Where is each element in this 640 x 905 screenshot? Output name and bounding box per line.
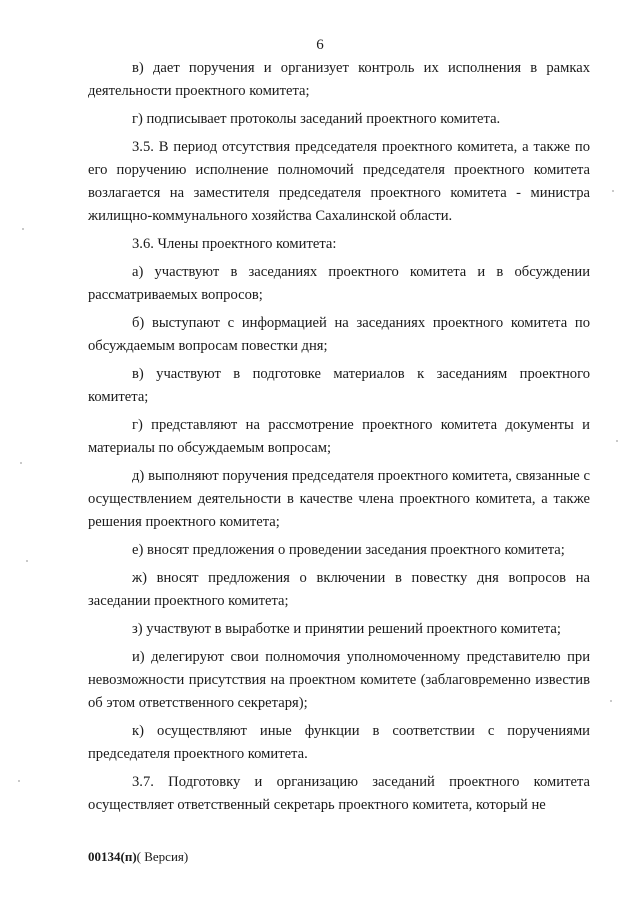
paragraph-3-4-v: в) дает поручения и организует контроль их исполнения в рамках деятельности проектного комитета; xyxy=(88,60,590,99)
paragraph-3-6: 3.6. Члены проектного комитета: xyxy=(132,236,337,252)
scan-speck xyxy=(26,560,28,562)
paragraph-3-6-d: д) выполняют поручения председателя проектного комитета, связанные с осуществлением деятельности в качестве члена проектного комитета, а также решения проектного комитета; xyxy=(88,468,590,530)
paragraph-3-6-e: е) вносят предложения о проведении заседания проектного комитета; xyxy=(132,542,565,558)
paragraph-3-6-v: в) участвуют в подготовке материалов к заседаниям проектного комитета; xyxy=(88,366,590,405)
document-body xyxy=(88,57,590,822)
document-footer xyxy=(88,849,188,865)
paragraph-3-5: 3.5. В период отсутствия председателя проектного комитета, а также по его поручению исполнение полномочий председателя проектного комитета возлагается на заместителя председателя проектного комитета - министра жилищно-коммунального хозяйства Сахалинской области. xyxy=(88,139,590,224)
paragraph-3-6-g: г) представляют на рассмотрение проектного комитета документы и материалы по обсуждаемым вопросам; xyxy=(88,417,590,456)
document-code: 00134(п) xyxy=(88,849,137,864)
page-number: 6 xyxy=(316,37,324,53)
paragraph-3-6-zh: ж) вносят предложения о включении в повестку дня вопросов на заседании проектного комитета; xyxy=(88,570,590,609)
paragraph-3-6-z: з) участвуют в выработке и принятии решений проектного комитета; xyxy=(132,621,561,637)
scan-speck xyxy=(610,700,612,702)
scan-speck xyxy=(18,780,20,782)
scan-speck xyxy=(616,440,618,442)
paragraph-3-6-a: а) участвуют в заседаниях проектного комитета и в обсуждении рассматриваемых вопросов; xyxy=(88,264,590,303)
paragraph-3-7: 3.7. Подготовку и организацию заседаний проектного комитета осуществляет ответственный секретарь проектного комитета, который не xyxy=(88,774,590,813)
paragraph-3-6-k: к) осуществляют иные функции в соответствии с поручениями председателя проектного комитета. xyxy=(88,723,590,762)
scan-speck xyxy=(22,228,24,230)
document-version: ( Версия) xyxy=(136,849,189,864)
scan-speck xyxy=(20,462,22,464)
paragraph-3-6-i: и) делегируют свои полномочия уполномоченному представителю при невозможности присутствия на проектном комитете (заблаговременно известив об этом ответственного секретаря); xyxy=(88,649,590,711)
paragraph-3-4-g: г) подписывает протоколы заседаний проектного комитета. xyxy=(132,111,501,127)
paragraph-3-6-b: б) выступают с информацией на заседаниях проектного комитета по обсуждаемым вопросам повестки дня; xyxy=(88,315,590,354)
scan-speck xyxy=(612,190,614,192)
